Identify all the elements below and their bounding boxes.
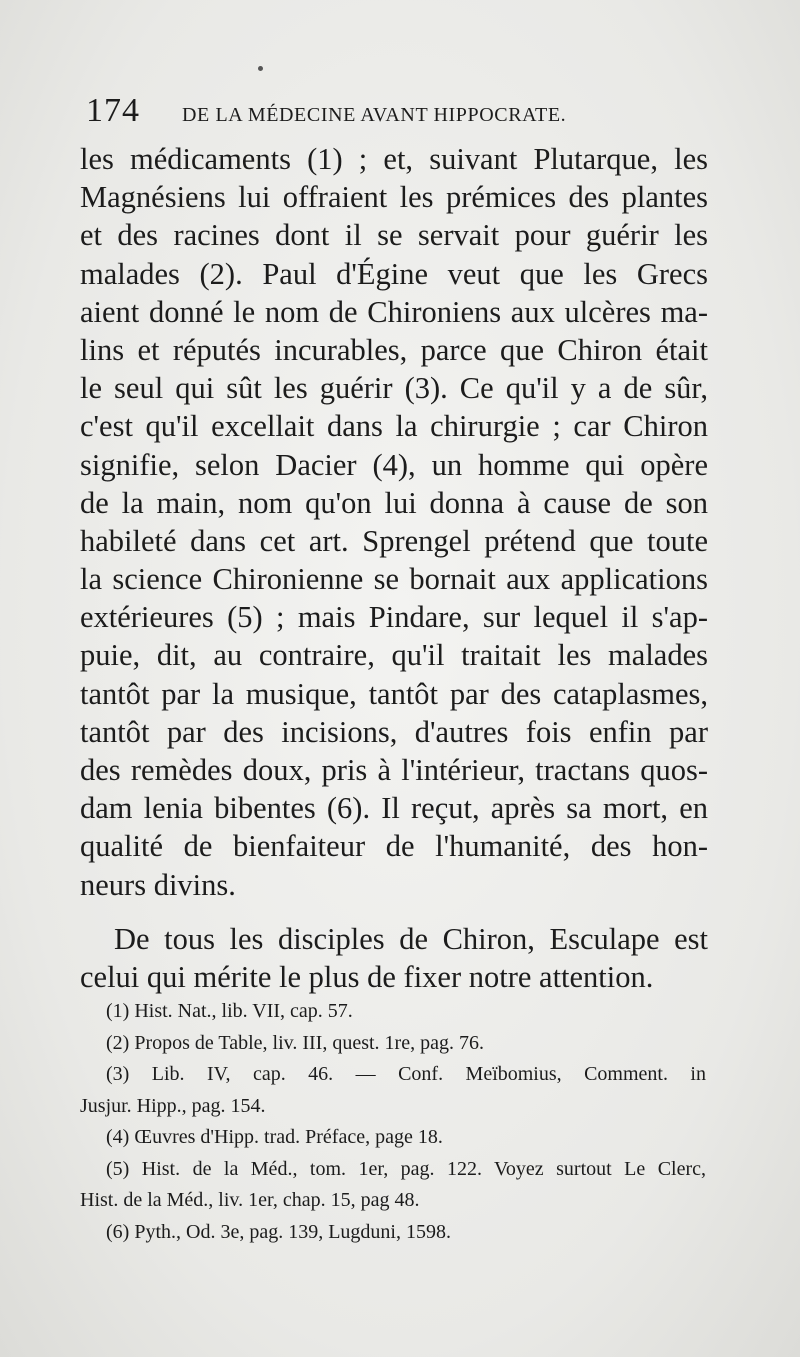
footnotes	[80, 996, 706, 1248]
footnote: (4) Œuvres d'Hipp. trad. Préface, page 18.	[106, 1126, 443, 1148]
text-line: les médicaments (1) ; et, suivant Plutarque, les	[80, 142, 708, 176]
text-line: c'est qu'il excellait dans la chirurgie ; car Chiron	[80, 409, 708, 444]
footnote-continuation: Hist. de la Méd., liv. 1er, chap. 15, pag 48.	[80, 1189, 420, 1211]
text-line: aient donné le nom de Chironiens aux ulcères ma-	[80, 294, 708, 329]
text-line: le seul qui sût les guérir (3). Ce qu'il y a de sûr,	[80, 371, 708, 406]
ink-speck	[258, 66, 263, 71]
footnote: (1) Hist. Nat., lib. VII, cap. 57.	[106, 1000, 353, 1022]
text-line: signifie, selon Dacier (4), un homme qui opère	[80, 447, 708, 482]
page-number: 174	[86, 92, 140, 129]
text-line: celui qui mérite le plus de fixer notre attention.	[80, 959, 654, 994]
text-line: extérieures (5) ; mais Pindare, sur lequel il s'ap-	[80, 600, 708, 635]
text-line: malades (2). Paul d'Égine veut que les Grecs	[80, 256, 708, 291]
paragraph-gap	[80, 904, 708, 920]
text-line: De tous les disciples de Chiron, Esculape est	[114, 921, 708, 956]
text-line: tantôt par la musique, tantôt par des cataplasmes,	[80, 676, 708, 711]
text-line: puie, dit, au contraire, qu'il traitait les malades	[80, 638, 708, 673]
text-line: lins et réputés incurables, parce que Chiron était	[80, 332, 708, 367]
text-line: et des racines dont il se servait pour guérir les	[80, 218, 708, 253]
footnote: (3) Lib. IV, cap. 46. — Conf. Meïbomius, Comment. in	[106, 1063, 706, 1085]
text-line: neurs divins.	[80, 867, 236, 902]
page-header	[86, 92, 716, 130]
text-line: qualité de bienfaiteur de l'humanité, des hon-	[80, 829, 708, 864]
footnote: (6) Pyth., Od. 3e, pag. 139, Lugduni, 1598.	[106, 1220, 451, 1243]
footnote: (2) Propos de Table, liv. III, quest. 1re, pag. 76.	[106, 1031, 484, 1054]
text-line: habileté dans cet art. Sprengel prétend que toute	[80, 523, 708, 558]
main-text	[80, 140, 708, 996]
text-line: des remèdes doux, pris à l'intérieur, tractans quos-	[80, 753, 708, 787]
text-line: Magnésiens lui offraient les prémices des plantes	[80, 180, 708, 215]
running-head: DE LA MÉDECINE AVANT HIPPOCRATE.	[182, 104, 567, 126]
text-line: tantôt par des incisions, d'autres fois enfin par	[80, 714, 708, 749]
text-line: de la main, nom qu'on lui donna à cause de son	[80, 485, 708, 520]
text-line: dam lenia bibentes (6). Il reçut, après sa mort, en	[80, 791, 708, 826]
footnote: (5) Hist. de la Méd., tom. 1er, pag. 122. Voyez surtout Le Clerc,	[106, 1157, 706, 1180]
text-line: la science Chironienne se bornait aux applications	[80, 562, 708, 597]
footnote-continuation: Jusjur. Hipp., pag. 154.	[80, 1094, 266, 1117]
